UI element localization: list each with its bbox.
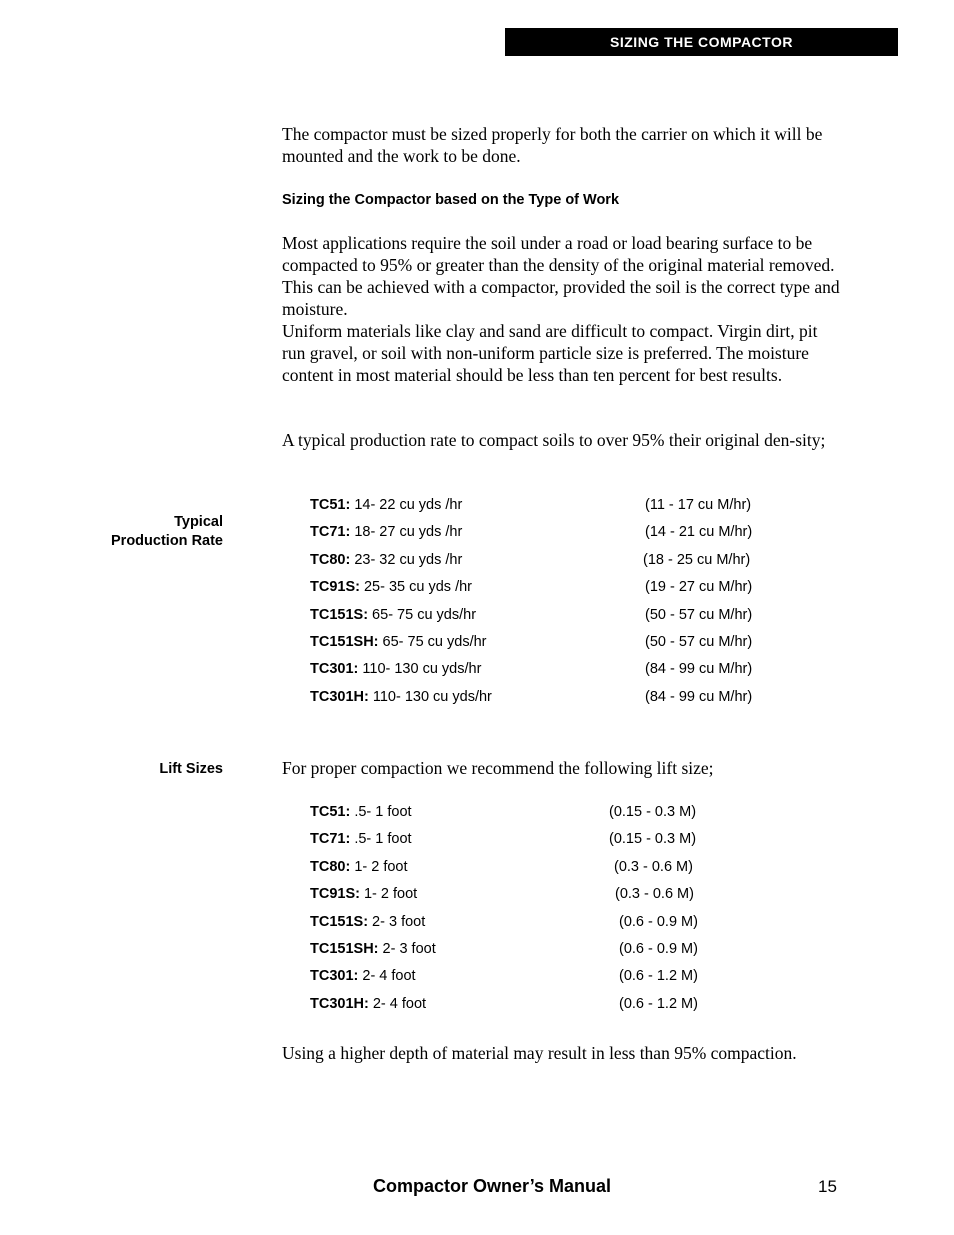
- lift-imperial: 2- 4 foot: [358, 968, 416, 985]
- production-model: TC91S:: [310, 579, 360, 596]
- production-row: [310, 552, 462, 568]
- lift-row: [310, 804, 412, 820]
- lift-intro-paragraph: For proper compaction we recommend the following lift size;: [282, 758, 714, 778]
- production-model: TC71:: [310, 524, 351, 541]
- production-row: [310, 524, 462, 540]
- lift-imperial: 2- 3 foot: [378, 941, 436, 957]
- lift-metric: (0.3 - 0.6 M): [614, 858, 693, 875]
- lift-model: TC80:: [310, 858, 351, 875]
- production-row: [310, 579, 472, 595]
- production-imperial: 14- 22 cu yds /hr: [350, 497, 463, 513]
- lift-model: TC151SH:: [310, 941, 379, 957]
- production-imperial: 18- 27 cu yds /hr: [350, 524, 463, 541]
- lift-imperial: 2- 3 foot: [368, 913, 426, 930]
- lift-model: TC301:: [310, 968, 359, 985]
- production-label-line2: Production Rate: [111, 533, 223, 549]
- lift-metric: (0.6 - 1.2 M): [619, 995, 698, 1012]
- paragraph-production-rate: A typical production rate to compact soils to over 95% their original den-sity;: [282, 430, 826, 450]
- lift-metric: (0.6 - 1.2 M): [619, 968, 698, 985]
- lift-imperial: 1- 2 foot: [359, 886, 418, 903]
- production-model: TC301H:: [310, 688, 369, 705]
- lift-row: [310, 968, 416, 984]
- production-metric: (19 - 27 cu M/hr): [645, 579, 753, 596]
- production-row: [310, 634, 487, 650]
- lift-metric: (0.3 - 0.6 M): [615, 886, 694, 903]
- lift-imperial: 1- 2 foot: [350, 858, 408, 875]
- lift-sizes-label: Lift Sizes: [159, 761, 223, 777]
- lift-model: TC301H:: [310, 995, 369, 1012]
- production-metric: (14 - 21 cu M/hr): [645, 524, 753, 541]
- lift-row: [310, 859, 408, 875]
- intro-paragraph: The compactor must be sized properly for both the carrier on which it will be mounted and the work to be done.: [282, 124, 823, 166]
- section-subheading: Sizing the Compactor based on the Type of Work: [282, 192, 620, 208]
- production-imperial: 110- 130 cu yds/hr: [368, 688, 492, 705]
- lift-row: [310, 886, 417, 902]
- production-metric: (18 - 25 cu M/hr): [643, 551, 751, 568]
- production-row: [310, 497, 462, 513]
- production-metric: (84 - 99 cu M/hr): [645, 688, 753, 705]
- production-model: TC80:: [310, 551, 351, 568]
- footer-manual-title: Compactor Owner’s Manual: [373, 1176, 612, 1196]
- lift-imperial: .5- 1 foot: [350, 831, 412, 848]
- production-metric: (50 - 57 cu M/hr): [645, 606, 753, 623]
- production-imperial: 65- 75 cu yds/hr: [378, 634, 487, 650]
- lift-row: [310, 914, 425, 930]
- production-imperial: 65- 75 cu yds/hr: [368, 606, 477, 623]
- production-rate-label: [111, 513, 223, 551]
- production-row: [310, 607, 476, 623]
- lift-imperial: 2- 4 foot: [368, 995, 427, 1012]
- production-label-line1: Typical: [174, 514, 223, 530]
- production-model: TC51:: [310, 497, 351, 513]
- production-row: [310, 661, 481, 677]
- lift-model: TC91S:: [310, 886, 360, 903]
- lift-metric: (0.15 - 0.3 M): [609, 804, 697, 820]
- lift-model: TC51:: [310, 804, 351, 820]
- production-model: TC301:: [310, 661, 359, 678]
- production-imperial: 25- 35 cu yds /hr: [359, 579, 472, 596]
- lift-metric: (0.6 - 0.9 M): [619, 913, 698, 930]
- lift-model: TC71:: [310, 831, 351, 848]
- production-metric: (50 - 57 cu M/hr): [645, 634, 753, 650]
- production-imperial: 23- 32 cu yds /hr: [350, 551, 463, 568]
- production-row: [310, 689, 492, 705]
- page-number: 15: [818, 1177, 837, 1196]
- lift-metric: (0.15 - 0.3 M): [609, 831, 697, 848]
- lift-model: TC151S:: [310, 913, 369, 930]
- paragraph-materials: Uniform materials like clay and sand are difficult to compact. Virgin dirt, pit run gravel, or soil with non-uniform particle size is preferred. The moisture content in most material should be less than ten percent for best results.: [282, 321, 818, 385]
- production-model: TC151SH:: [310, 634, 379, 650]
- production-model: TC151S:: [310, 606, 369, 623]
- lift-row: [310, 996, 426, 1012]
- production-metric: (11 - 17 cu M/hr): [645, 497, 752, 513]
- production-metric: (84 - 99 cu M/hr): [645, 661, 753, 678]
- section-header: SIZING THE COMPACTOR: [505, 28, 898, 56]
- paragraph-compaction-requirements: Most applications require the soil under a road or load bearing surface to be compacted to 95% or greater than the density of the original material removed. This can be achieved with a compactor, provided the soil is the correct type and moisture.: [282, 233, 840, 319]
- lift-imperial: .5- 1 foot: [350, 804, 412, 820]
- lift-metric: (0.6 - 0.9 M): [619, 941, 698, 957]
- lift-row: [310, 831, 412, 847]
- lift-row: [310, 941, 436, 957]
- production-imperial: 110- 130 cu yds/hr: [358, 661, 482, 678]
- closing-paragraph: Using a higher depth of material may result in less than 95% compaction.: [282, 1043, 797, 1063]
